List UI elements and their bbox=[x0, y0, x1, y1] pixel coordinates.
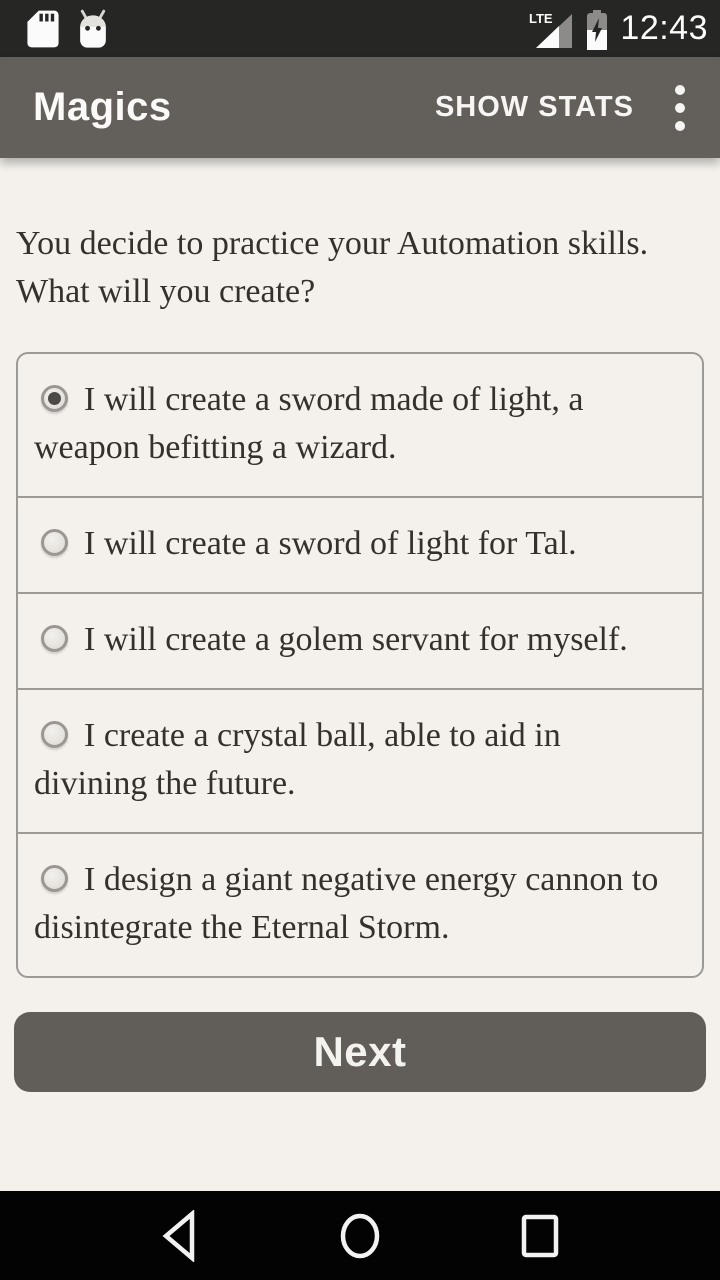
navigation-bar bbox=[0, 1191, 720, 1280]
radio-button-icon[interactable] bbox=[41, 625, 68, 652]
question-text: You decide to practice your Automation skills. What will you create? bbox=[16, 225, 649, 310]
next-button[interactable]: Next bbox=[14, 1012, 706, 1092]
recents-icon[interactable] bbox=[480, 1191, 600, 1280]
radio-button-icon[interactable] bbox=[41, 529, 68, 556]
choice-label: I create a crystal ball, able to aid in divining the future. bbox=[34, 717, 561, 802]
story-content bbox=[0, 158, 720, 1092]
choice-option[interactable] bbox=[18, 592, 702, 688]
android-marshmallow-icon bbox=[74, 9, 112, 49]
choice-option[interactable] bbox=[18, 354, 702, 496]
choice-option[interactable] bbox=[18, 496, 702, 592]
choice-group bbox=[16, 352, 704, 978]
page-title: Magics bbox=[33, 85, 172, 129]
sd-card-icon bbox=[26, 9, 60, 49]
back-icon[interactable] bbox=[120, 1191, 240, 1280]
choice-label: I will create a golem servant for myself. bbox=[84, 621, 628, 658]
signal-icon bbox=[528, 8, 574, 50]
overflow-menu-icon[interactable] bbox=[650, 68, 710, 148]
radio-button-icon[interactable] bbox=[41, 721, 68, 748]
radio-button-icon[interactable] bbox=[41, 865, 68, 892]
home-icon[interactable] bbox=[300, 1191, 420, 1280]
choice-option[interactable] bbox=[18, 688, 702, 832]
svg-text:LTE: LTE bbox=[529, 10, 553, 26]
battery-charging-icon bbox=[584, 8, 610, 50]
clock: 12:43 bbox=[620, 9, 708, 47]
choice-option[interactable] bbox=[18, 832, 702, 976]
choice-label: I will create a sword of light for Tal. bbox=[84, 525, 577, 562]
radio-button-icon[interactable] bbox=[41, 385, 68, 412]
app-bar bbox=[0, 57, 720, 158]
choice-label: I design a giant negative energy cannon to disintegrate the Eternal Storm. bbox=[34, 861, 659, 946]
choice-label: I will create a sword made of light, a weapon befitting a wizard. bbox=[34, 381, 584, 466]
show-stats-button[interactable]: SHOW STATS bbox=[434, 91, 634, 123]
status-bar bbox=[0, 0, 720, 57]
